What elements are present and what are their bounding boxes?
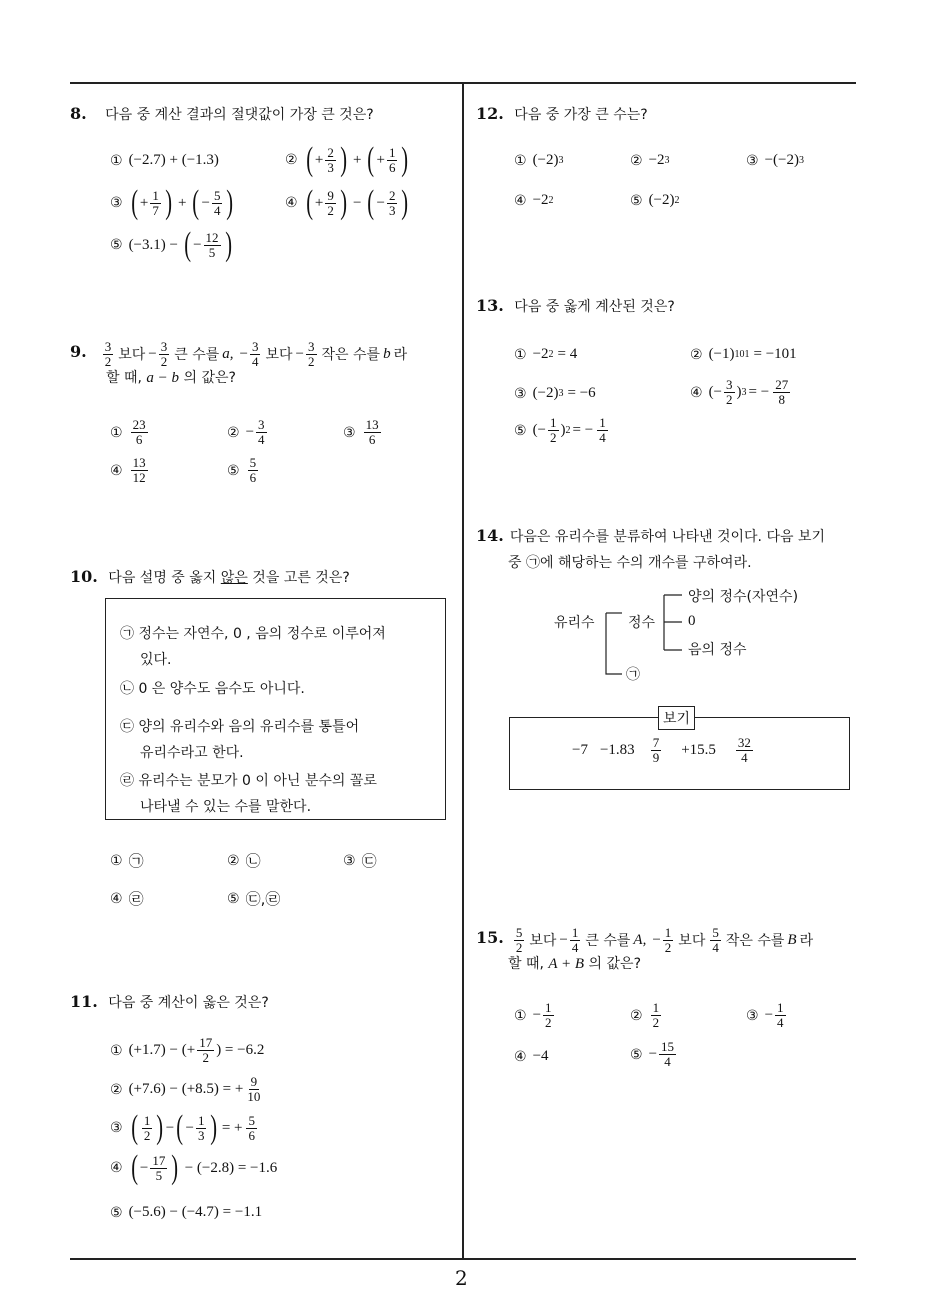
q8-option-1[interactable]: ① (−2.7) + (−1.3) [110,152,219,169]
q9-option-3[interactable]: ③ $\frac{13}{6}$ [343,417,379,447]
classification-tree [550,584,850,684]
example-box: 보기 −7 −1.83 $\frac{7}{9}$ +15.5 $\frac{32}{4}$ [509,717,850,790]
question-14: 14. 다음은 유리수를 분류하여 나타낸 것이다. 다음 보기 중 ㉠에 해당하는 수의 개수를 구하여라. [476,526,825,571]
bottom-rule [70,1258,856,1260]
q10-option-4[interactable]: ④ ㉣ [110,890,144,908]
q8-option-2[interactable]: ② ( + $\frac{2}{3}$ ) + ( + $\frac{1}{6}$ ) [285,141,409,178]
tree-lines [550,584,850,684]
example-box-title: 보기 [658,706,695,730]
question-10: 10. 다음 설명 중 옳지 않은 것을 고른 것은? [70,567,350,586]
q10-option-2[interactable]: ② ㉡ [227,852,261,870]
q9-option-5[interactable]: ⑤ $\frac{5}{6}$ [227,455,257,485]
q10-option-3[interactable]: ③ ㉢ [343,852,377,870]
question-11: 11. 다음 중 계산이 옳은 것은? [70,992,269,1011]
q12-option-1[interactable]: ① (−2) 3 [514,152,564,169]
q8-option-5[interactable]: ⑤ (−3.1) − ( − $\frac{12}{5}$ ) [110,226,232,263]
question-12: 12. 다음 중 가장 큰 수는? [476,104,648,123]
column-divider [462,82,464,1258]
question-9: 9. $\frac{3}{2}$ 보다 − $\frac{3}{2}$ 큰 수를 a, − $\frac{3}{4}$ 보다 − $\frac{3}{2}$ 작은 수를 b 라 할 때, a − b 의 값은? [70,339,408,386]
q11-option-1[interactable]: ① (+1.7) − (+ $\frac{17}{2}$ ) = −6.2 [110,1035,265,1065]
q9-option-1[interactable]: ① $\frac{23}{6}$ [110,417,146,447]
q9-option-4[interactable]: ④ $\frac{13}{12}$ [110,455,146,485]
q13-option-1[interactable]: ① −2 2 = 4 [514,346,578,363]
q15-option-2[interactable]: ② $\frac{1}{2}$ [630,1000,660,1030]
page-number: 2 [455,1266,468,1290]
q10-option-1[interactable]: ① ㉠ [110,852,144,870]
q12-option-4[interactable]: ④ −2 2 [514,192,554,209]
q8-option-3[interactable]: ③ ( + $\frac{1}{7}$ ) + ( − $\frac{5}{4}$ ) [110,184,234,221]
tree-blank: ㉠ [626,667,640,683]
q11-option-2[interactable]: ② (+7.6) − (+8.5) = + $\frac{9}{10}$ [110,1074,261,1104]
q15-option-1[interactable]: ① − $\frac{1}{2}$ [514,1000,552,1030]
q11-option-4[interactable]: ④ ( − $\frac{17}{5}$ ) − (−2.8) = −1.6 [110,1149,278,1186]
question-15: 15. $\frac{5}{2}$ 보다 − $\frac{1}{4}$ 큰 수를 A, − $\frac{1}{2}$ 보다 $\frac{5}{4}$ 작은 수를 B 라 할 때, A + B 의 값은? [476,925,814,972]
q11-option-3[interactable]: ③ ( $\frac{1}{2}$ ) − ( − $\frac{1}{3}$ ) = + $\frac{5}{6}$ [110,1109,255,1146]
question-number: 8. [70,104,87,123]
question-13: 13. 다음 중 옳게 계산된 것은? [476,296,675,315]
tree-integer: 정수 [628,615,656,631]
q13-option-3[interactable]: ③ (−2) 3 = −6 [514,385,596,402]
q12-option-2[interactable]: ② −2 3 [630,152,670,169]
q13-option-5[interactable]: ⑤ (− $\frac{1}{2}$ ) 2 = − $\frac{1}{4}$ [514,415,606,445]
q11-option-5[interactable]: ⑤ (−5.6) − (−4.7) = −1.1 [110,1204,263,1221]
q12-option-5[interactable]: ⑤ (−2) 2 [630,192,680,209]
q10-statement-box: ㉠ 정수는 자연수, 0 , 음의 정수로 이루어져 있다. ㉡ 0 은 양수도 음수도 아니다. ㉢ 양의 유리수와 음의 유리수를 통틀어 유리수라고 한다. ㉣ 유리수는 분모가 0 이 아닌 분수의 꼴로 나타낼 수 있는 수를 말한다. [105,598,446,820]
q15-option-5[interactable]: ⑤ − $\frac{15}{4}$ [630,1039,675,1069]
tree-negative: 음의 정수 [688,642,747,658]
tree-zero: 0 [688,613,696,629]
q13-option-2[interactable]: ② (−1) 101 = −101 [690,346,797,363]
tree-positive: 양의 정수(자연수) [688,589,799,605]
q12-option-3[interactable]: ③ −(−2) 3 [746,152,804,169]
question-stem: 다음 중 계산 결과의 절댓값이 가장 큰 것은? [105,107,374,123]
question-8 [70,102,455,128]
q13-option-4[interactable]: ④ (− $\frac{3}{2}$ ) 3 = − $\frac{27}{8}$ [690,377,789,407]
q10-option-5[interactable]: ⑤ ㉢,㉣ [227,890,281,908]
q15-option-4[interactable]: ④ −4 [514,1048,549,1065]
q15-option-3[interactable]: ③ − $\frac{1}{4}$ [746,1000,784,1030]
tree-root: 유리수 [554,615,595,631]
q9-option-2[interactable]: ② − $\frac{3}{4}$ [227,417,265,447]
q8-option-4[interactable]: ④ ( + $\frac{9}{2}$ ) − ( − $\frac{2}{3}$ ) [285,184,409,221]
